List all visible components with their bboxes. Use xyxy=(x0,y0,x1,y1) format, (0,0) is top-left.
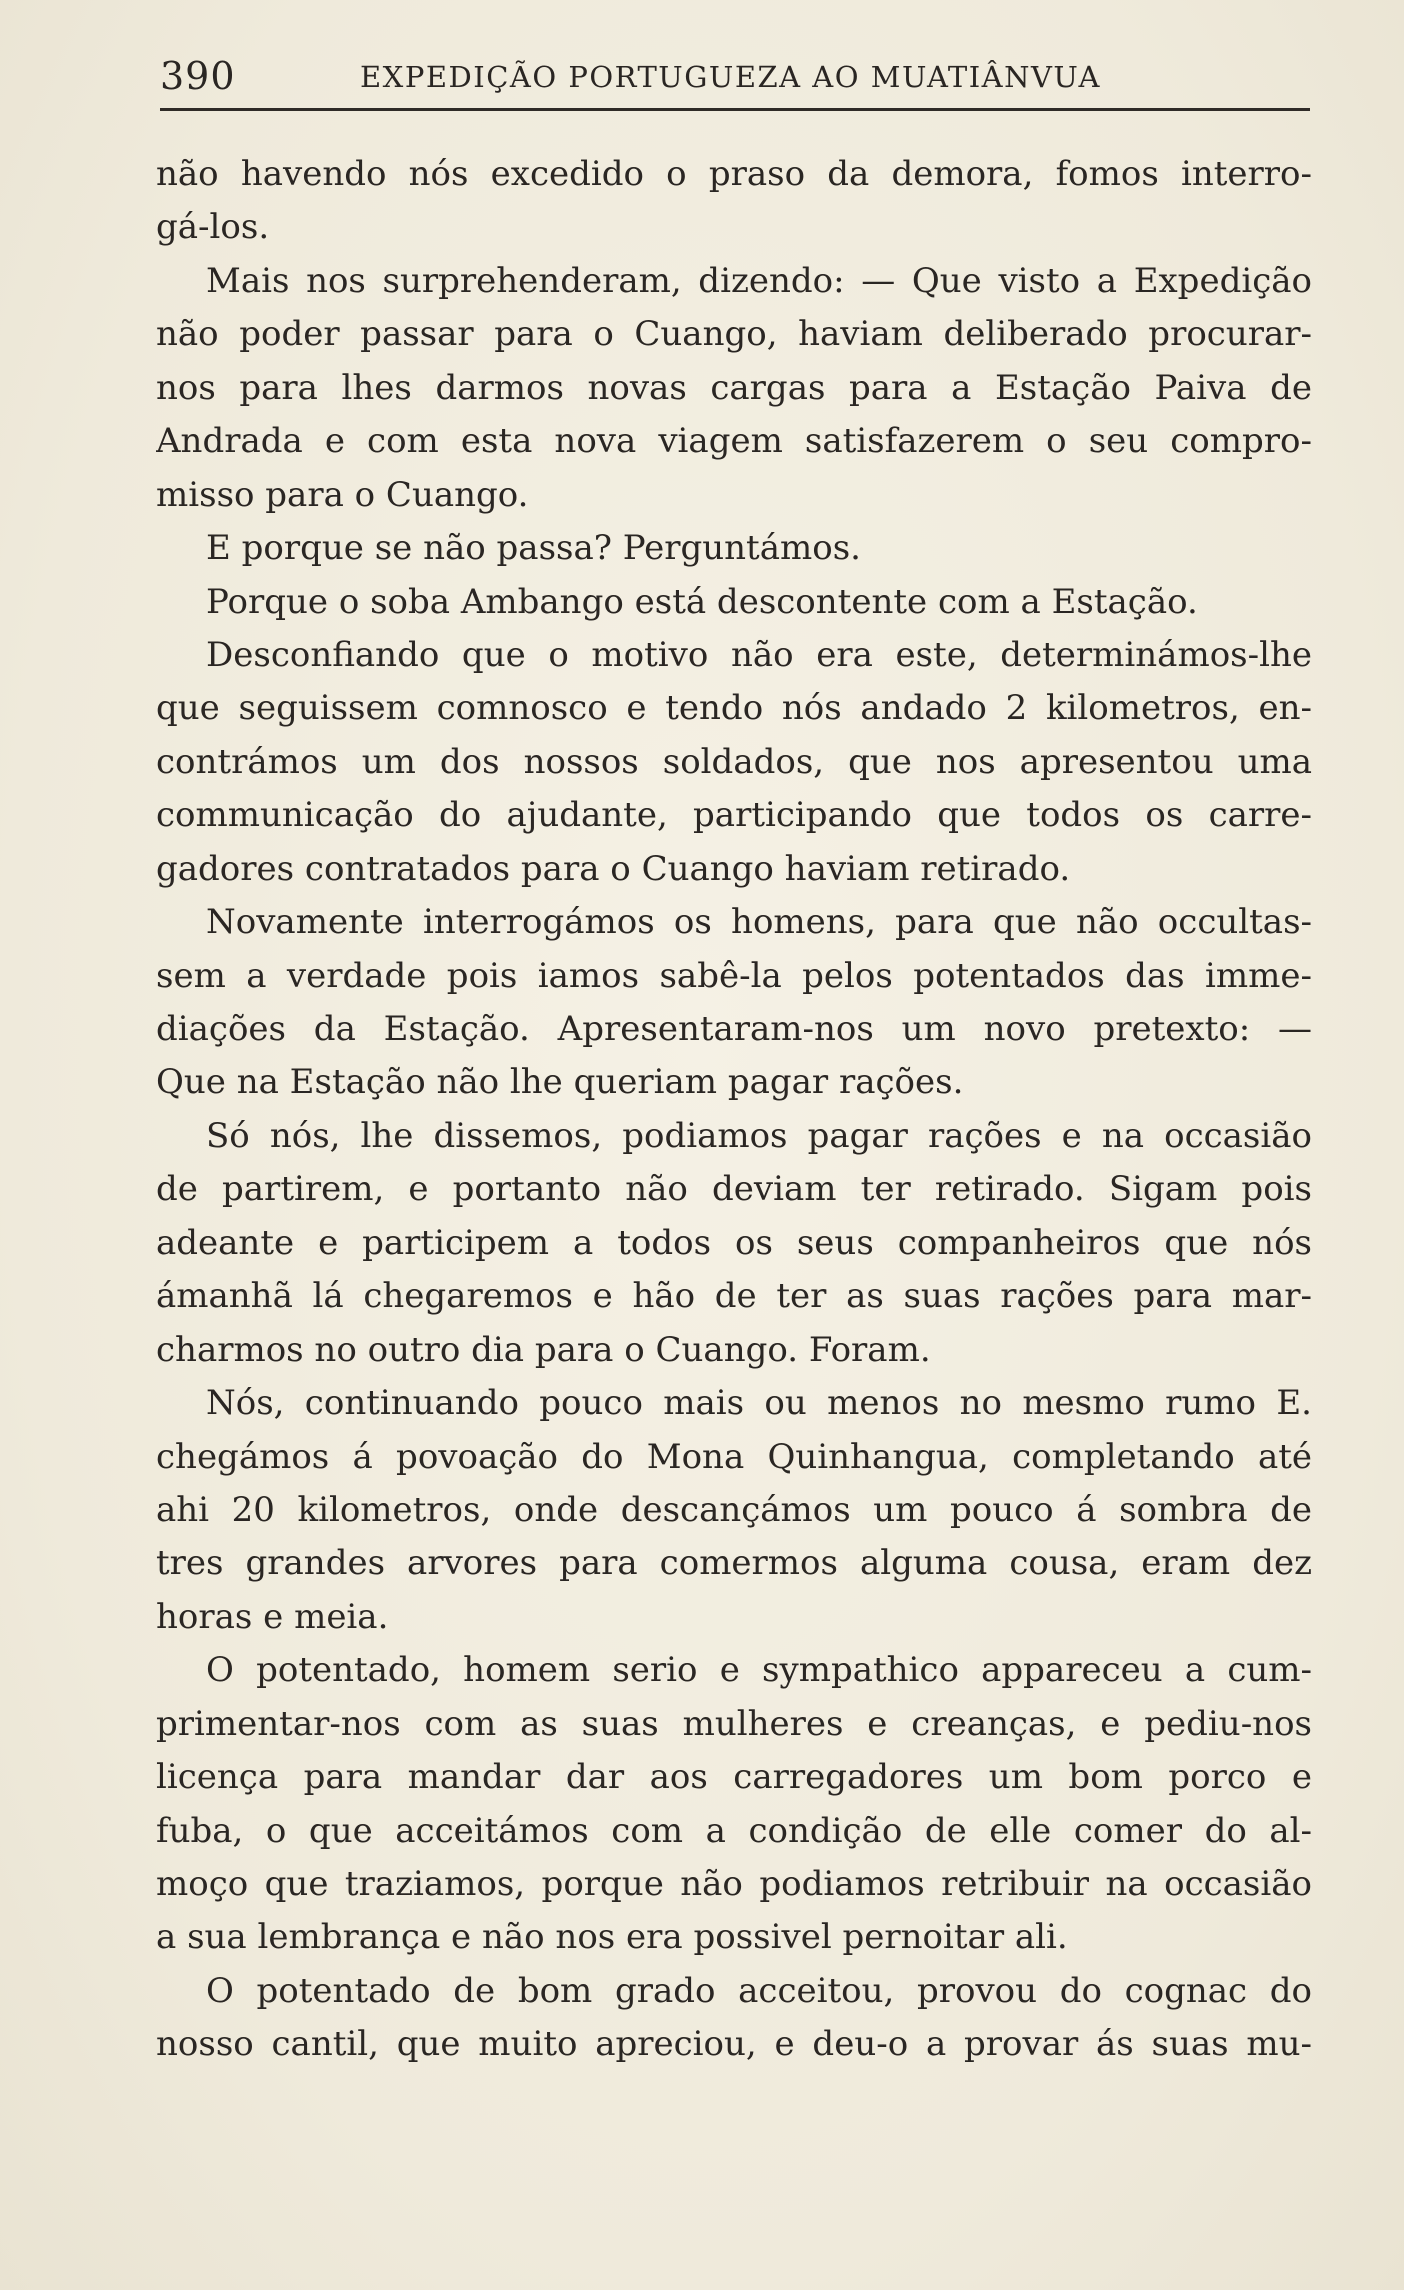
text-line: communicação do ajudante, participando que todos os carre- xyxy=(156,795,1312,836)
text-line: Nós, continuando pouco mais ou menos no mesmo rumo E. xyxy=(206,1383,1312,1424)
text-line: diações da Estação. Apresentaram-nos um novo pretexto: — xyxy=(156,1009,1312,1049)
text-line: gadores contratados para o Cuango haviam retirado. xyxy=(156,848,1071,889)
text-line: moço que traziamos, porque não podiamos retribuir na occasião xyxy=(156,1864,1312,1904)
text-line: não havendo nós excedido o praso da demora, fomos interro- xyxy=(156,154,1312,194)
text-line: Só nós, lhe dissemos, podiamos pagar rações e na occasião xyxy=(206,1115,1312,1156)
text-line: E porque se não passa? Perguntámos. xyxy=(206,528,861,569)
text-line: de partirem, e portanto não deviam ter retirado. Sigam pois xyxy=(156,1169,1312,1210)
text-line: ámanhã lá chegaremos e hão de ter as suas rações para mar- xyxy=(156,1276,1312,1317)
header-rule xyxy=(160,108,1310,111)
text-line: horas e meia. xyxy=(156,1596,389,1637)
text-line: misso para o Cuango. xyxy=(156,474,529,515)
text-line: tres grandes arvores para comermos alguma cousa, eram dez xyxy=(156,1543,1312,1584)
text-line: Desconfiando que o motivo não era este, determinámos-lhe xyxy=(206,634,1312,675)
text-line: primentar-nos com as suas mulheres e creanças, e pediu-nos xyxy=(156,1703,1312,1744)
text-line: a sua lembrança e não nos era possivel pernoitar ali. xyxy=(156,1917,1068,1958)
text-line: não poder passar para o Cuango, haviam deliberado procurar- xyxy=(156,314,1312,355)
text-line: fuba, o que acceitámos com a condição de elle comer do al- xyxy=(156,1810,1312,1851)
running-title: EXPEDIÇÃO PORTUGUEZA AO MUATIÂNVUA xyxy=(360,60,1101,94)
text-line: nos para lhes darmos novas cargas para a Estação Paiva de xyxy=(156,367,1312,408)
text-line: gá-los. xyxy=(156,207,270,248)
text-line: ahi 20 kilometros, onde descançámos um pouco á sombra de xyxy=(156,1489,1312,1530)
page-header xyxy=(160,50,1310,110)
text-line: Andrada e com esta nova viagem satisfazerem o seu compro- xyxy=(156,421,1312,462)
text-line: adeante e participem a todos os seus companheiros que nós xyxy=(156,1222,1312,1263)
text-line: Que na Estação não lhe queriam pagar rações. xyxy=(156,1062,964,1103)
text-line: charmos no outro dia para o Cuango. Foram. xyxy=(156,1329,931,1370)
text-line: chegámos á povoação do Mona Quinhangua, completando até xyxy=(156,1436,1312,1477)
text-line: O potentado, homem serio e sympathico appareceu a cum- xyxy=(206,1650,1312,1691)
text-line: que seguissem comnosco e tendo nós andado 2 kilometros, en- xyxy=(156,688,1312,729)
body-text xyxy=(156,148,1312,2072)
text-line: Porque o soba Ambango está descontente com a Estação. xyxy=(206,581,1198,622)
page-number: 390 xyxy=(160,54,236,98)
text-line: contrámos um dos nossos soldados, que nos apresentou uma xyxy=(156,741,1312,782)
text-line: licença para mandar dar aos carregadores um bom porco e xyxy=(156,1757,1312,1798)
text-line: sem a verdade pois iamos sabê-la pelos potentados das imme- xyxy=(156,955,1312,996)
text-line: nosso cantil, que muito apreciou, e deu-o a provar ás suas mu- xyxy=(156,2024,1312,2065)
text-line: O potentado de bom grado acceitou, provou do cognac do xyxy=(206,1970,1312,2011)
text-line: Novamente interrogámos os homens, para que não occultas- xyxy=(206,902,1312,943)
text-line: Mais nos surprehenderam, dizendo: — Que visto a Expedição xyxy=(206,260,1312,301)
